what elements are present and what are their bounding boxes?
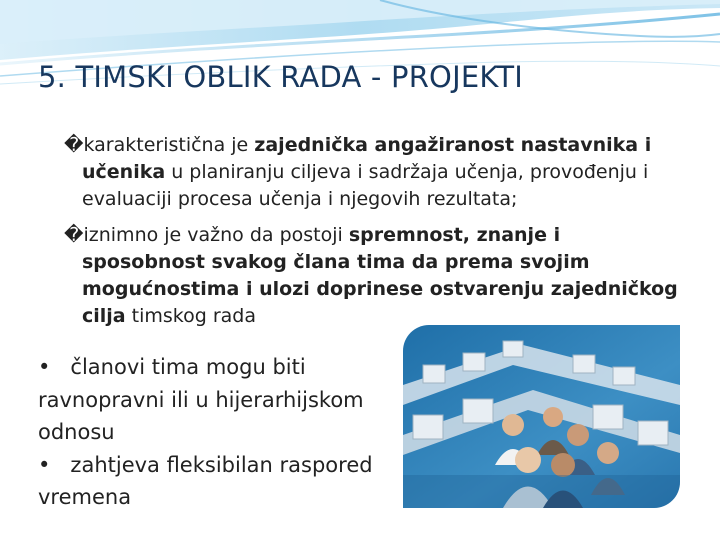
list-item-text: zahtjeva fleksibilan raspored vremena (38, 452, 373, 509)
list-item (38, 351, 398, 449)
paragraph-collaboration (46, 132, 686, 213)
paragraph-text: u planiranju ciljeva i sadržaja učenja, provođenju i evaluaciji procesa učenja i njegovih rezultata; (82, 161, 649, 210)
bullet-list (38, 351, 398, 514)
slide-title: 5. TIMSKI OBLIK RADA - PROJEKTI (38, 60, 523, 94)
bullet-marker: • (38, 452, 51, 477)
paragraph-text: iznimno je važno da postoji (83, 224, 349, 246)
paragraph-readiness (46, 222, 686, 330)
team-computer-lab-photo (403, 325, 680, 508)
paragraph-bold-text: zajednička angažiranost nastavnika i učenika (82, 134, 652, 183)
paragraph-text: timskog rada (125, 305, 257, 327)
paragraph-text: karakteristična je (83, 134, 255, 156)
list-item-text: članovi tima mogu biti ravnopravni ili u hijerarhijskom odnosu (38, 355, 364, 444)
list-item (38, 449, 398, 514)
paragraph-bold-text: spremnost, znanje i sposobnost svakog člana tima da prema svojim mogućnostima i ulozi doprinese ostvarenju zajedničkog cilja (82, 224, 678, 327)
paragraph-marker: � (64, 134, 84, 156)
bullet-marker: • (38, 355, 51, 379)
paragraph-marker: � (64, 224, 84, 246)
